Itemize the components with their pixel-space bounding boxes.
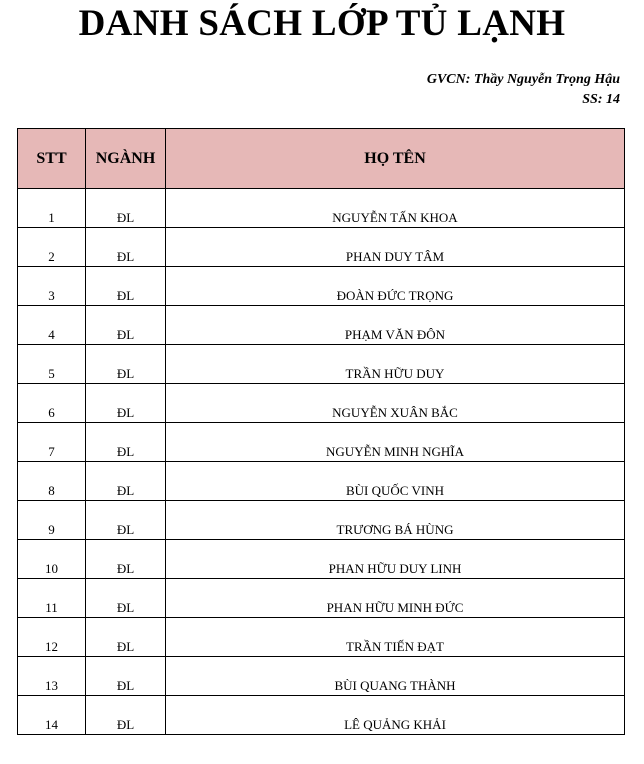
cell-stt: 14 (18, 696, 86, 735)
cell-name: PHAN DUY TÂM (166, 228, 625, 267)
document-title: DANH SÁCH LỚP TỦ LẠNH (78, 3, 566, 44)
cell-nganh: ĐL (86, 462, 166, 501)
cell-nganh: ĐL (86, 579, 166, 618)
table-row (18, 189, 625, 228)
cell-name: TRẦN TIẾN ĐẠT (166, 618, 625, 657)
table-row (18, 501, 625, 540)
cell-name: LÊ QUẢNG KHẢI (166, 696, 625, 735)
cell-nganh: ĐL (86, 423, 166, 462)
cell-nganh: ĐL (86, 189, 166, 228)
cell-nganh: ĐL (86, 696, 166, 735)
cell-name: TRẦN HỮU DUY (166, 345, 625, 384)
table-row (18, 384, 625, 423)
table-row (18, 462, 625, 501)
cell-name: NGUYỄN TẤN KHOA (166, 189, 625, 228)
table-row (18, 267, 625, 306)
cell-stt: 12 (18, 618, 86, 657)
cell-stt: 3 (18, 267, 86, 306)
table-row (18, 423, 625, 462)
homeroom-teacher: GVCN: Thầy Nguyễn Trọng Hậu (426, 72, 620, 87)
cell-name: TRƯƠNG BÁ HÙNG (166, 501, 625, 540)
table-row (18, 540, 625, 579)
class-size: SS: 14 (582, 92, 620, 107)
cell-name: NGUYỄN XUÂN BẮC (166, 384, 625, 423)
cell-name: BÙI QUANG THÀNH (166, 657, 625, 696)
cell-name: ĐOÀN ĐỨC TRỌNG (166, 267, 625, 306)
table-row (18, 657, 625, 696)
table-row (18, 345, 625, 384)
table-row (18, 228, 625, 267)
cell-nganh: ĐL (86, 267, 166, 306)
cell-name: NGUYỄN MINH NGHĨA (166, 423, 625, 462)
cell-stt: 6 (18, 384, 86, 423)
cell-nganh: ĐL (86, 306, 166, 345)
cell-stt: 5 (18, 345, 86, 384)
cell-stt: 2 (18, 228, 86, 267)
cell-stt: 10 (18, 540, 86, 579)
cell-stt: 1 (18, 189, 86, 228)
cell-nganh: ĐL (86, 384, 166, 423)
cell-stt: 9 (18, 501, 86, 540)
cell-name: PHẠM VĂN ĐÔN (166, 306, 625, 345)
cell-nganh: ĐL (86, 501, 166, 540)
cell-name: PHAN HỮU MINH ĐỨC (166, 579, 625, 618)
student-roster-table (17, 128, 625, 735)
table-row (18, 696, 625, 735)
cell-stt: 7 (18, 423, 86, 462)
header-nganh: NGÀNH (86, 129, 166, 189)
table-header-row (18, 129, 625, 189)
table-row (18, 618, 625, 657)
table-row (18, 306, 625, 345)
class-info (427, 70, 620, 110)
cell-nganh: ĐL (86, 657, 166, 696)
header-ho-ten: HỌ TÊN (166, 129, 625, 189)
cell-stt: 13 (18, 657, 86, 696)
cell-name: PHAN HỮU DUY LINH (166, 540, 625, 579)
cell-name: BÙI QUỐC VINH (166, 462, 625, 501)
cell-nganh: ĐL (86, 345, 166, 384)
cell-stt: 4 (18, 306, 86, 345)
cell-nganh: ĐL (86, 540, 166, 579)
cell-nganh: ĐL (86, 228, 166, 267)
cell-nganh: ĐL (86, 618, 166, 657)
cell-stt: 8 (18, 462, 86, 501)
table-row (18, 579, 625, 618)
cell-stt: 11 (18, 579, 86, 618)
header-stt: STT (18, 129, 86, 189)
